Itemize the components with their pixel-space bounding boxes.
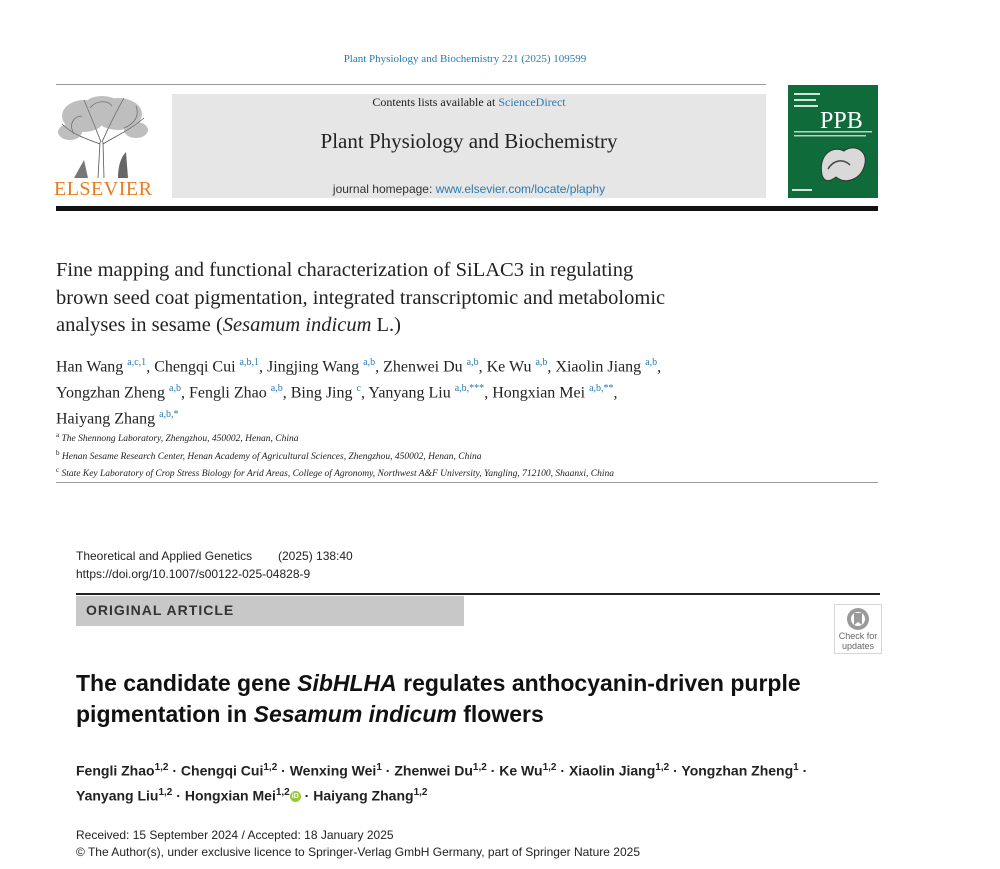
author-affiliation: 1 <box>376 762 382 773</box>
author-name[interactable]: Haiyang Zhang <box>313 787 414 804</box>
author-separator: , <box>478 358 487 376</box>
author-name[interactable]: Zhenwei Du <box>383 358 463 376</box>
springer-journal-name: Theoretical and Applied Genetics <box>76 549 253 563</box>
author-name[interactable]: Chengqi Cui <box>180 762 264 779</box>
affiliation-label: a <box>56 431 60 439</box>
author-separator: , <box>484 384 493 402</box>
author-name[interactable]: Yanyang Liu <box>368 384 451 402</box>
contents-prefix: Contents lists available at <box>372 95 499 109</box>
author-affiliation[interactable]: a,b <box>270 382 283 394</box>
affiliation-text: The Shennong Laboratory, Zhengzhou, 450002, Henan, China <box>61 434 299 445</box>
author-separator: , <box>258 358 267 376</box>
author-separator: , <box>613 384 618 402</box>
author-name[interactable]: Jingjing Wang <box>266 358 360 376</box>
article-title-line: Fine mapping and functional characterization of SiLAC3 in regulating <box>56 259 634 281</box>
author-affiliation[interactable]: a,b,1 <box>239 357 259 368</box>
author-separator: , <box>282 384 291 402</box>
springer-article-title <box>76 668 876 730</box>
author-separator: , <box>146 358 155 376</box>
divider <box>56 84 766 85</box>
cover-ppb-text: PPB <box>820 108 863 134</box>
author-separator: , <box>360 384 369 402</box>
title-line <box>76 699 876 730</box>
author-name[interactable]: Yongzhan Zheng <box>681 762 794 779</box>
species-name: Sesamum indicum <box>222 314 372 336</box>
affiliation-item <box>56 447 816 465</box>
author-name[interactable]: Hongxian Mei <box>184 787 276 804</box>
author-line <box>56 378 816 404</box>
orcid-icon[interactable]: iD <box>291 793 299 801</box>
check-updates-icon <box>835 605 881 633</box>
divider <box>76 593 880 595</box>
author-affiliation[interactable]: a,b <box>535 357 548 368</box>
author-affiliation[interactable]: a,b <box>363 357 376 368</box>
homepage-link[interactable]: www.elsevier.com/locate/plaphy <box>435 182 606 196</box>
author-name[interactable]: Fengli Zhao <box>76 762 155 779</box>
author-name[interactable]: Fengli Zhao <box>188 384 267 402</box>
affiliation-label: c <box>56 466 60 475</box>
author-affiliation: 1,2 <box>655 762 670 773</box>
author-separator: , <box>375 358 384 376</box>
author-name[interactable]: Zhenwei Du <box>394 762 473 779</box>
author-name[interactable]: Xiaolin Jiang <box>568 762 656 779</box>
author-affiliation: 1,2 <box>275 786 290 798</box>
journal-title: Plant Physiology and Biochemistry <box>320 129 618 153</box>
author-affiliation[interactable]: a,b <box>466 357 479 368</box>
article-title <box>56 257 816 340</box>
author-affiliation: 1,2 <box>154 762 169 773</box>
journal-cover[interactable] <box>788 85 878 198</box>
author-name[interactable]: Yongzhan Zheng <box>56 384 166 402</box>
contents-line <box>172 95 766 110</box>
author-affiliation[interactable]: c <box>356 382 361 394</box>
author-affiliation: 1,2 <box>472 762 487 773</box>
author-list <box>56 352 816 429</box>
affiliation-list <box>56 429 816 482</box>
article-title-line <box>56 312 816 340</box>
author-affiliation[interactable]: a,b,* <box>159 408 179 420</box>
author-affiliation[interactable]: a,b <box>169 382 181 394</box>
author-name[interactable]: Chengqi Cui <box>154 358 236 376</box>
springer-author-list <box>76 757 876 806</box>
doi-link[interactable]: https://doi.org/10.1007/s00122-025-04828-9 <box>76 567 311 581</box>
author-affiliation: 1,2 <box>263 762 278 773</box>
divider-thick <box>56 206 878 211</box>
affiliation-text: Henan Sesame Research Center, Henan Academy of Agricultural Sciences, Zhengzhou, 450002, Henan, China <box>61 451 482 462</box>
author-name[interactable]: Ke Wu <box>499 762 543 779</box>
author-name[interactable]: Ke Wu <box>486 358 532 376</box>
species-name: Sesamum indicum <box>253 701 457 727</box>
author-name[interactable]: Hongxian Mei <box>492 384 586 402</box>
title-text: L.) <box>371 314 402 336</box>
affiliation-item <box>56 464 816 482</box>
divider <box>56 482 878 483</box>
check-for-updates-label[interactable]: Check for updates <box>838 631 878 651</box>
author-affiliation: 1 <box>793 762 799 773</box>
springer-volume-info: (2025) 138:40 <box>278 549 353 563</box>
title-text: The candidate gene <box>76 670 298 696</box>
author-line: Fengli Zhao$^{1,2}$ · Chengqi Cui$^{1,2}$ · Wenxing Wei$^1$ · Zhenwei Du$^{1,2}$ · Ke Wu$^{1,2}$ · Xiaolin Jiang$^{1,2}$ · Yongzhan Zheng$^1$ · <box>76 762 808 779</box>
author-line <box>56 352 816 378</box>
journal-citation[interactable]: Plant Physiology and Biochemistry 221 (2025) 109599 <box>343 53 587 65</box>
title-line <box>76 668 876 699</box>
author-separator: , <box>657 358 662 376</box>
author-name[interactable]: Han Wang <box>56 358 124 376</box>
article-title-line: brown seed coat pigmentation, integrated transcriptomic and metabolomic <box>56 286 666 309</box>
author-affiliation: 1,2 <box>413 786 428 798</box>
homepage-prefix: journal homepage: <box>332 182 436 196</box>
author-name[interactable]: Wenxing Wei <box>289 762 377 779</box>
author-separator: , <box>547 358 556 376</box>
author-name[interactable]: Bing Jing <box>290 384 353 402</box>
affiliation-label: b <box>56 448 60 457</box>
author-line: Yanyang Liu$^{1,2}$ · Hongxian Mei$^{1,2}$ iD · Haiyang Zhang$^{1,2}$ <box>76 786 428 804</box>
title-text: regulates anthocyanin-driven purple <box>396 670 801 696</box>
elsevier-logo-text: ELSEVIER <box>54 178 153 200</box>
author-affiliation[interactable]: a,b,** <box>589 382 614 394</box>
author-affiliation: 1,2 <box>158 786 173 798</box>
title-text: flowers <box>456 701 544 727</box>
affiliation-text: State Key Laboratory of Crop Stress Biology for Arid Areas, College of Agronomy, Northwest A&F University, Yangling, 712100, Shaanxi, China <box>61 469 614 480</box>
gene-name: SibHLHA <box>297 670 397 696</box>
title-text: analyses in sesame ( <box>56 314 223 336</box>
author-affiliation: 1,2 <box>542 762 557 773</box>
author-affiliation[interactable]: a,c,1 <box>127 357 147 368</box>
title-text: pigmentation in <box>76 701 254 727</box>
section-label: ORIGINAL ARTICLE <box>86 602 235 618</box>
homepage-line <box>172 182 766 196</box>
author-separator: , <box>180 384 189 402</box>
author-line <box>56 404 816 430</box>
author-name[interactable]: Yanyang Liu <box>76 787 159 804</box>
author-name[interactable]: Xiaolin Jiang <box>555 358 642 376</box>
author-affiliation[interactable]: a,b,*** <box>454 382 485 394</box>
licence-statement: © The Author(s), under exclusive licence to Springer-Verlag GmbH Germany, part of Springer Nature 2025 <box>76 845 640 859</box>
sciencedirect-link[interactable]: ScienceDirect <box>498 95 566 109</box>
affiliation-item <box>56 429 816 447</box>
author-name[interactable]: Haiyang Zhang <box>56 409 156 427</box>
author-affiliation[interactable]: a,b <box>645 357 658 368</box>
received-dates: Received: 15 September 2024 / Accepted: 18 January 2025 <box>76 828 394 842</box>
